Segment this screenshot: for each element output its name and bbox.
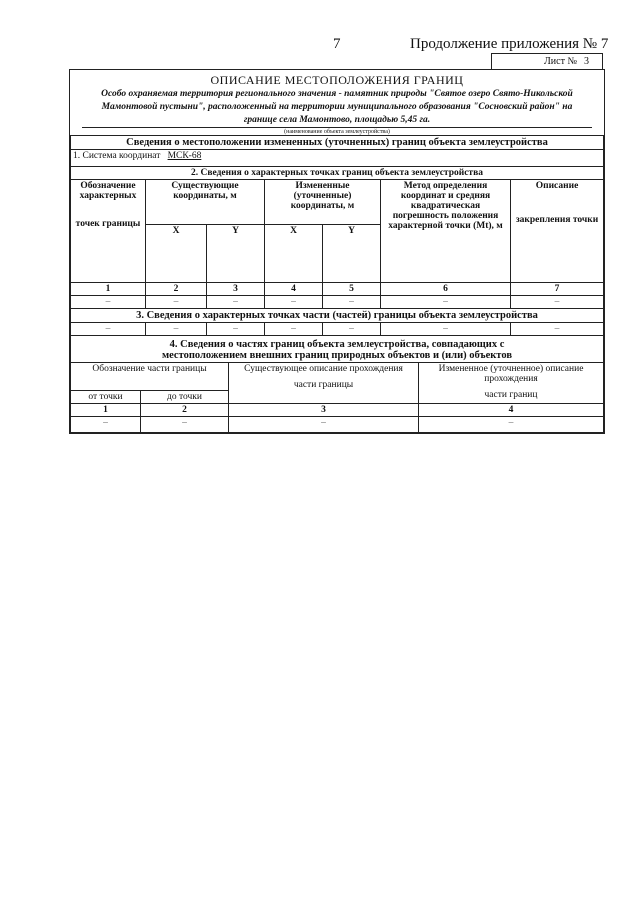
table-cell: – [141, 417, 229, 433]
col-existing-description-text: Существующее описание прохождения [244, 364, 403, 374]
table-cell: – [71, 296, 146, 309]
sheet-number-box [491, 53, 603, 70]
number-cell: 2 [146, 283, 207, 296]
section2-data-row [71, 296, 604, 309]
table-cell: – [71, 323, 146, 336]
col-description-text: Описание [535, 181, 579, 191]
page-number: 7 [333, 36, 341, 52]
col-y-existing: Y [207, 225, 265, 283]
section4-data-row [71, 417, 604, 433]
col-changed-description-text: Измененное (уточненное) описание прохождения [438, 364, 584, 384]
number-cell: 7 [511, 283, 604, 296]
col-existing-description [229, 363, 419, 404]
col-method-text: Метод определения координат и средняя квадратическая [400, 181, 491, 211]
table-cell: – [511, 296, 604, 309]
section4-table [70, 362, 604, 433]
col-description-text2: закрепления точки [515, 215, 599, 225]
sheet-number: 3 [584, 56, 589, 67]
table-cell: – [381, 323, 511, 336]
col-description [511, 180, 604, 283]
number-cell: 1 [71, 283, 146, 296]
col-designation-text: Обозначение характерных [79, 181, 137, 201]
table-cell: – [265, 323, 323, 336]
number-cell: 4 [419, 404, 604, 417]
col-designation-text2: точек границы [75, 219, 141, 229]
section2-number-row [71, 283, 604, 296]
table-cell: – [146, 296, 207, 309]
coordinate-system-label: 1. Система координат [73, 151, 161, 161]
appendix-continuation: Продолжение приложения № 7 [410, 36, 609, 52]
col-changed-description-text2: части границ [484, 390, 538, 400]
number-cell: 1 [71, 404, 141, 417]
main-table [70, 135, 604, 363]
number-cell: 4 [265, 283, 323, 296]
table-cell: – [265, 296, 323, 309]
section2-heading: 2. Сведения о характерных точках границ объекта землеустройства [71, 167, 604, 180]
coordinate-system-value: МСК-68 [167, 151, 202, 161]
col-y-changed: Y [323, 225, 381, 283]
document-title: ОПИСАНИЕ МЕСТОПОЛОЖЕНИЯ ГРАНИЦ [210, 73, 464, 87]
table-cell: – [229, 417, 419, 433]
table-cell: – [207, 296, 265, 309]
table-cell: – [381, 296, 511, 309]
col-to-point: до точки [141, 391, 229, 404]
table-cell: – [207, 323, 265, 336]
section4-heading-line1: 4. Сведения о частях границ объекта землеустройства, совпадающих с [169, 339, 505, 350]
col-existing-description-text2: части границы [293, 380, 354, 390]
col-method-text2: погрешность положения характерной точки (Mt), м [388, 211, 503, 231]
coordinate-system-row [71, 150, 604, 167]
document-subtitle: Особо охраняемая территория регионального значения - памятник природы "Святое озеро Свято-Никольской Мамонтовой пустыни", расположенный на территории муниципального образования "Сосновский район" на границе села Мамонтово, площадью 5,45 га. [101, 89, 573, 125]
col-x-existing: X [146, 225, 207, 283]
col-part-designation: Обозначение части границы [71, 363, 229, 391]
table-cell: – [323, 296, 381, 309]
number-cell: 2 [141, 404, 229, 417]
table-cell: – [146, 323, 207, 336]
col-changed: Измененные (уточненные) координаты, м [265, 180, 381, 225]
col-x-changed: X [265, 225, 323, 283]
section4-number-row [71, 404, 604, 417]
table-cell: – [71, 417, 141, 433]
document-frame [69, 69, 605, 434]
col-method [381, 180, 511, 283]
col-designation [71, 180, 146, 283]
number-cell: 3 [229, 404, 419, 417]
section3-heading: 3. Сведения о характерных точках части (частей) границы объекта землеустройства [71, 309, 604, 323]
col-changed-description [419, 363, 604, 404]
table-cell: – [419, 417, 604, 433]
col-existing: Существующие координаты, м [146, 180, 265, 225]
number-cell: 5 [323, 283, 381, 296]
section3-data-row [71, 323, 604, 336]
section4-heading-line2: местоположением внешних границ природных объектов и (или) объектов [161, 350, 512, 361]
number-cell: 3 [207, 283, 265, 296]
sheet-label: Лист № [544, 56, 577, 67]
col-from-point: от точки [71, 391, 141, 404]
number-cell: 6 [381, 283, 511, 296]
table-cell: – [323, 323, 381, 336]
subtitle-note: (наименование объекта землеустройства) [284, 129, 390, 135]
section-main-heading: Сведения о местоположении измененных (уточненных) границ объекта землеустройства [71, 136, 604, 150]
table-cell: – [511, 323, 604, 336]
section4-heading [71, 336, 604, 363]
subtitle-rule [82, 127, 592, 128]
